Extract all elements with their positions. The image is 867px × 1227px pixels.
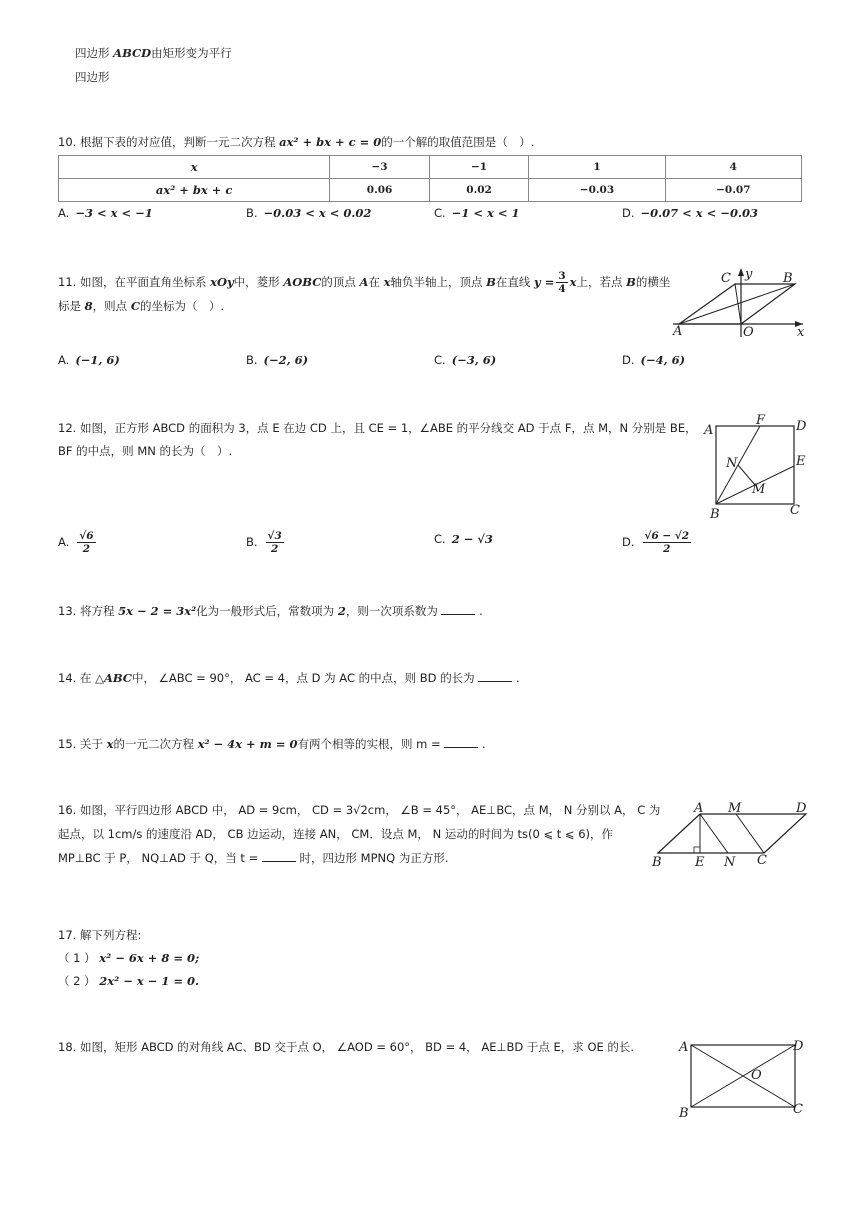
table-cell: −1 — [429, 156, 529, 179]
q15-answer-blank[interactable] — [444, 735, 478, 748]
figure-label: y — [745, 267, 753, 282]
figure-label: B — [679, 1106, 689, 1120]
table-cell: −3 — [330, 156, 430, 179]
q12-option-b[interactable]: B. $\frac{√3}{2}$ — [246, 530, 282, 555]
figure-label: B — [710, 507, 720, 522]
q16-stem-line-1: 16. 如图，平行四边形 ABCD 中， AD = 9cm， CD = 3√2cm， ∠B = 45°， AE⊥BC，点 M， N 分别以 A， C 为 — [58, 803, 661, 817]
figure-label: D — [796, 419, 807, 434]
figure-label: M — [728, 801, 742, 816]
q16-stem-line-3: MP⊥BC 于 P， NQ⊥AD 于 Q，当 t = 时，四边形 MPNQ 为正方形. — [58, 851, 449, 865]
q13-answer-blank[interactable] — [441, 602, 475, 615]
q18-figure — [675, 1035, 815, 1120]
table-cell: 4 — [665, 156, 801, 179]
q16-stem-line-2: 起点，以 1cm/s 的速度沿 AD， CB 边运动，连接 AN， CM．设点 M， N 运动的时间为 ts(0 ⩽ t ⩽ 6)，作 — [58, 827, 614, 841]
figure-label: x — [797, 325, 805, 340]
q12-stem-line-2: BF 的中点，则 MN 的长为（ ）. — [58, 444, 233, 458]
q11-stem-line-2: 标是 8，则点 C的坐标为（ ）. — [58, 299, 225, 313]
figure-label: N — [726, 456, 738, 471]
figure-label: B — [652, 855, 662, 870]
q11-figure — [665, 262, 815, 342]
q10-value-table — [58, 155, 802, 202]
figure-label: B — [783, 271, 793, 286]
q13-stem: 13. 将方程 5x − 2 = 3x²化为一般形式后，常数项为 2，则一次项系数为 . — [58, 604, 483, 618]
q10-option-b[interactable]: B. −0.03 < x < 0.02 — [246, 206, 372, 220]
table-cell: −0.07 — [665, 179, 801, 202]
q10-option-d[interactable]: D. −0.07 < x < −0.03 — [622, 206, 758, 220]
q15-stem: 15. 关于 x的一元二次方程 x² − 4x + m = 0有两个相等的实根，则 m = . — [58, 737, 486, 751]
q10-option-c[interactable]: C. −1 < x < 1 — [434, 206, 520, 220]
q12-stem-line-1: 12. 如图，正方形 ABCD 的面积为 3，点 E 在边 CD 上，且 CE = 1，∠ABE 的平分线交 AD 于点 F，点 M，N 分别是 BE， — [58, 421, 697, 435]
intro-line-2: 四边形 — [75, 70, 110, 84]
figure-label: A — [694, 801, 704, 816]
q11-option-d[interactable]: D. (−4, 6) — [622, 353, 686, 367]
table-row — [59, 156, 802, 179]
q12-option-c[interactable]: C. 2 − √3 — [434, 532, 493, 546]
table-cell: 0.06 — [330, 179, 430, 202]
intro-line-1: 四边形 ABCD由矩形变为平行 — [75, 46, 232, 60]
q11-option-c[interactable]: C. (−3, 6) — [434, 353, 497, 367]
figure-label: C — [721, 271, 731, 286]
q11-stem-line-1: 11. 如图，在平面直角坐标系 xOy中，菱形 AOBC的顶点 A在 x轴负半轴上，顶点 B在直线 y = $\frac{3}{4}$ x上，若点 B的横坐 — [58, 270, 671, 295]
figure-label: C — [793, 1102, 803, 1117]
figure-label: M — [752, 482, 766, 497]
table-cell: 0.02 — [429, 179, 529, 202]
figure-label: A — [704, 423, 714, 438]
table-row — [59, 179, 802, 202]
table-cell: ax² + bx + c — [59, 179, 330, 202]
q11-option-b[interactable]: B. (−2, 6) — [246, 353, 309, 367]
figure-label: D — [793, 1039, 804, 1054]
q16-figure — [648, 798, 813, 873]
table-cell: 1 — [529, 156, 665, 179]
figure-label: C — [790, 503, 800, 518]
q17-item-1: （ 1 ） x² − 6x + 8 = 0; — [58, 951, 200, 965]
figure-label: C — [757, 853, 767, 868]
figure-label: E — [695, 855, 705, 870]
q10-stem: 10. 根据下表的对应值，判断一元二次方程 ax² + bx + c = 0的一个解的取值范围是（ ）. — [58, 135, 535, 149]
q12-option-a[interactable]: A. $\frac{√6}{2}$ — [58, 530, 94, 555]
figure-label: D — [796, 801, 807, 816]
q18-stem: 18. 如图，矩形 ABCD 的对角线 AC、BD 交于点 O， ∠AOD = 60°， BD = 4， AE⊥BD 于点 E，求 OE 的长. — [58, 1040, 635, 1054]
figure-label: N — [724, 855, 736, 870]
q12-figure — [700, 412, 820, 522]
q11-option-a[interactable]: A. (−1, 6) — [58, 353, 120, 367]
figure-label: O — [743, 325, 754, 340]
figure-label: A — [673, 324, 683, 339]
figure-label: E — [796, 454, 806, 469]
table-cell: x — [59, 156, 330, 179]
figure-label: F — [756, 413, 766, 428]
q16-answer-blank[interactable] — [262, 849, 296, 862]
q14-answer-blank[interactable] — [478, 669, 512, 682]
q12-option-d[interactable]: D. $\frac{√6 - √2}{2}$ — [622, 530, 690, 555]
q17-title: 17. 解下列方程: — [58, 928, 142, 942]
q17-item-2: （ 2 ） 2x² − x − 1 = 0. — [58, 974, 199, 988]
q10-option-a[interactable]: A. −3 < x < −1 — [58, 206, 153, 220]
figure-label: O — [751, 1068, 762, 1083]
q14-stem: 14. 在 △ABC中， ∠ABC = 90°， AC = 4，点 D 为 AC 的中点，则 BD 的长为 . — [58, 671, 520, 685]
table-cell: −0.03 — [529, 179, 665, 202]
figure-label: A — [679, 1040, 689, 1055]
